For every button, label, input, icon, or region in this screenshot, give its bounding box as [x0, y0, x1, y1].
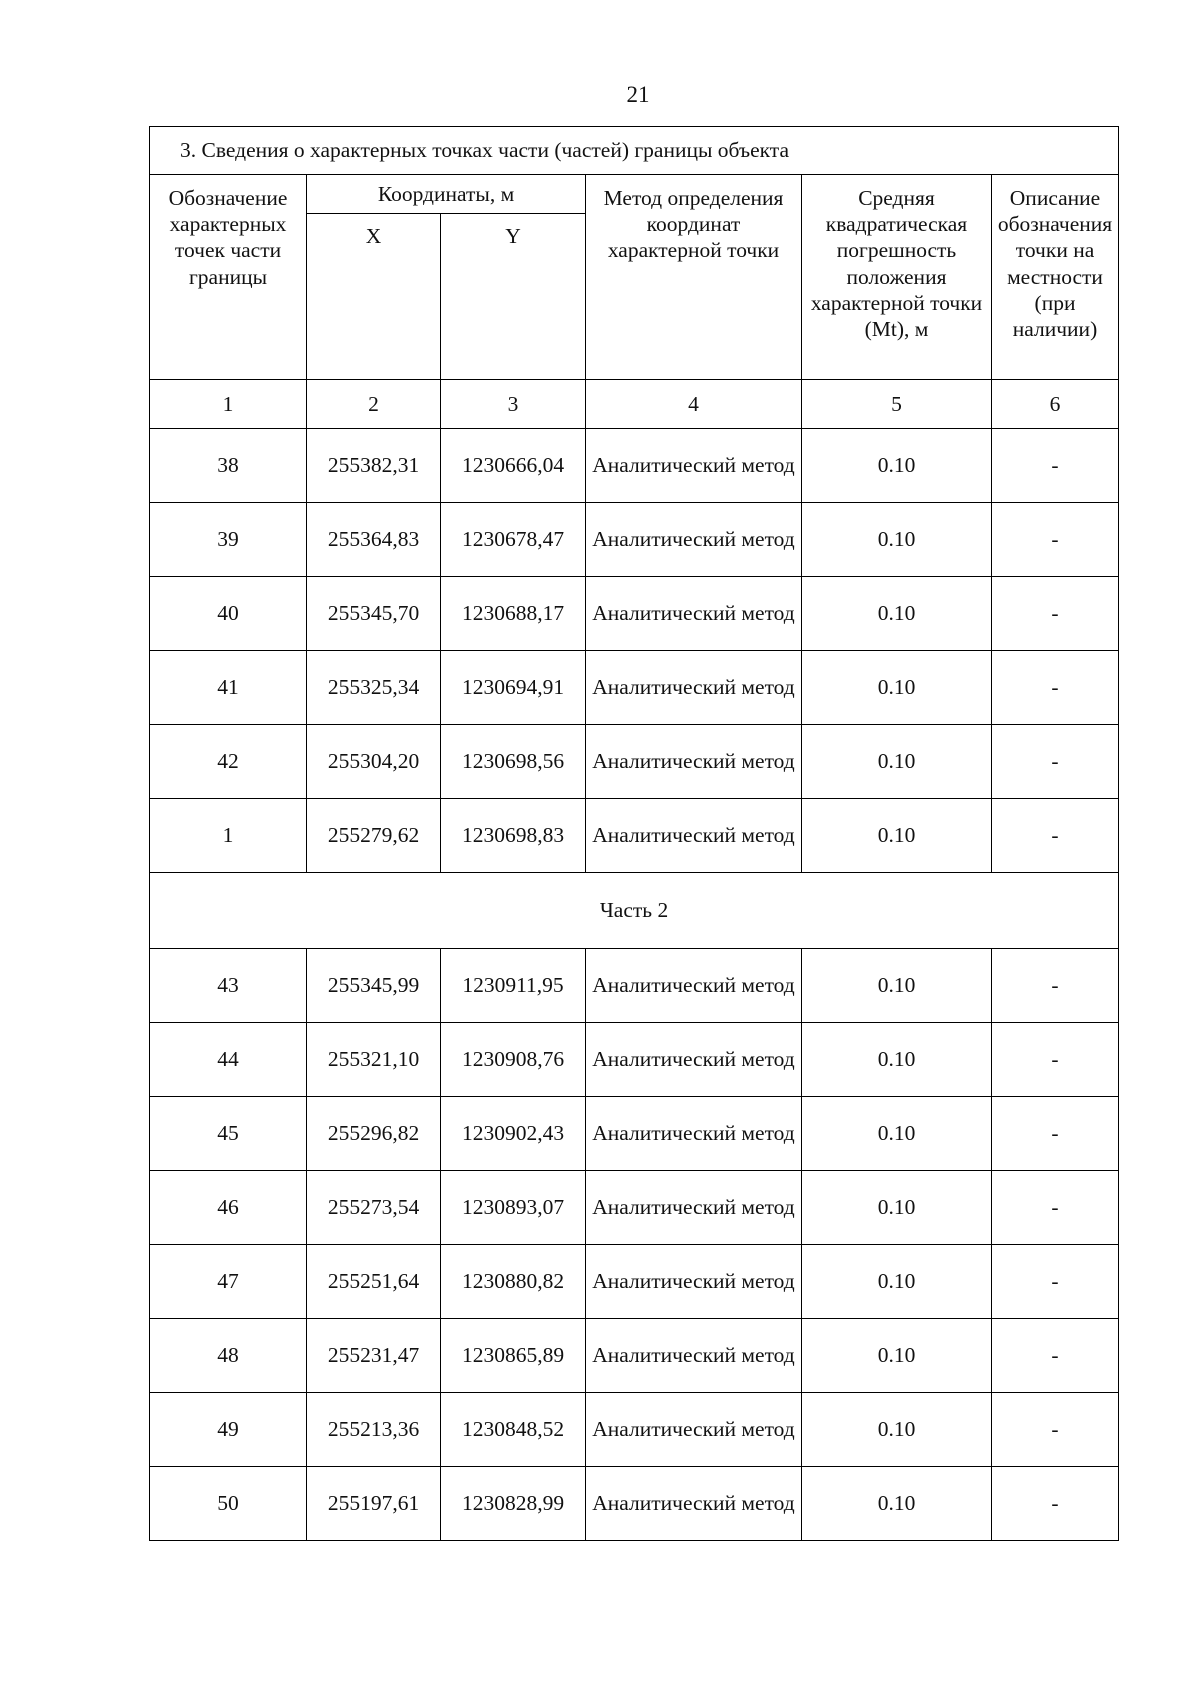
- x-coordinate-cell: 255213,36: [307, 1393, 441, 1467]
- table-row: [150, 651, 1119, 725]
- method-cell: Аналитический метод: [586, 1171, 802, 1245]
- description-cell: -: [992, 1393, 1119, 1467]
- description-cell: -: [992, 503, 1119, 577]
- point-number-cell: 38: [150, 429, 307, 503]
- point-number-cell: 46: [150, 1171, 307, 1245]
- table-row: [150, 799, 1119, 873]
- y-coordinate-cell: 1230911,95: [441, 949, 586, 1023]
- method-cell: Аналитический метод: [586, 725, 802, 799]
- method-cell: Аналитический метод: [586, 577, 802, 651]
- accuracy-cell: 0.10: [802, 1467, 992, 1541]
- column-number: 4: [586, 380, 802, 429]
- y-coordinate-cell: 1230828,99: [441, 1467, 586, 1541]
- point-number-cell: 49: [150, 1393, 307, 1467]
- accuracy-cell: 0.10: [802, 799, 992, 873]
- y-coordinate-cell: 1230908,76: [441, 1023, 586, 1097]
- method-cell: Аналитический метод: [586, 1319, 802, 1393]
- accuracy-cell: 0.10: [802, 1245, 992, 1319]
- y-coordinate-cell: 1230880,82: [441, 1245, 586, 1319]
- accuracy-cell: 0.10: [802, 651, 992, 725]
- column-number: 2: [307, 380, 441, 429]
- header-point-designation: Обозначение характерных точек части границы: [150, 175, 307, 380]
- description-cell: -: [992, 577, 1119, 651]
- part-label: Часть 2: [150, 873, 1119, 949]
- accuracy-cell: 0.10: [802, 577, 992, 651]
- point-number-cell: 39: [150, 503, 307, 577]
- header-method: Метод определения координат характерной точки: [586, 175, 802, 380]
- header-x: X: [307, 214, 441, 380]
- x-coordinate-cell: 255382,31: [307, 429, 441, 503]
- point-number-cell: 1: [150, 799, 307, 873]
- x-coordinate-cell: 255364,83: [307, 503, 441, 577]
- accuracy-cell: 0.10: [802, 725, 992, 799]
- point-number-cell: 41: [150, 651, 307, 725]
- table-row: [150, 1393, 1119, 1467]
- y-coordinate-cell: 1230694,91: [441, 651, 586, 725]
- accuracy-cell: 0.10: [802, 1393, 992, 1467]
- x-coordinate-cell: 255345,70: [307, 577, 441, 651]
- point-number-cell: 45: [150, 1097, 307, 1171]
- x-coordinate-cell: 255273,54: [307, 1171, 441, 1245]
- accuracy-cell: 0.10: [802, 1023, 992, 1097]
- accuracy-cell: 0.10: [802, 1171, 992, 1245]
- table-row: [150, 1319, 1119, 1393]
- x-coordinate-cell: 255321,10: [307, 1023, 441, 1097]
- method-cell: Аналитический метод: [586, 1097, 802, 1171]
- part-separator-row: [150, 873, 1119, 949]
- page-number: 21: [626, 82, 650, 107]
- table-row: [150, 1171, 1119, 1245]
- y-coordinate-cell: 1230678,47: [441, 503, 586, 577]
- header-description: Описание обозначения точки на местности (при наличии): [992, 175, 1119, 380]
- point-number-cell: 42: [150, 725, 307, 799]
- table-row: [150, 1097, 1119, 1171]
- column-number: 6: [992, 380, 1119, 429]
- y-coordinate-cell: 1230666,04: [441, 429, 586, 503]
- point-number-cell: 44: [150, 1023, 307, 1097]
- table-row: [150, 1245, 1119, 1319]
- method-cell: Аналитический метод: [586, 1467, 802, 1541]
- description-cell: -: [992, 1023, 1119, 1097]
- description-cell: -: [992, 1319, 1119, 1393]
- method-cell: Аналитический метод: [586, 1023, 802, 1097]
- x-coordinate-cell: 255251,64: [307, 1245, 441, 1319]
- accuracy-cell: 0.10: [802, 1319, 992, 1393]
- column-number: 3: [441, 380, 586, 429]
- description-cell: -: [992, 1467, 1119, 1541]
- x-coordinate-cell: 255296,82: [307, 1097, 441, 1171]
- column-numbers-row: [150, 380, 1119, 429]
- x-coordinate-cell: 255231,47: [307, 1319, 441, 1393]
- table-row: [150, 949, 1119, 1023]
- accuracy-cell: 0.10: [802, 429, 992, 503]
- column-number: 5: [802, 380, 992, 429]
- header-y: Y: [441, 214, 586, 380]
- method-cell: Аналитический метод: [586, 651, 802, 725]
- method-cell: Аналитический метод: [586, 1245, 802, 1319]
- description-cell: -: [992, 1171, 1119, 1245]
- accuracy-cell: 0.10: [802, 1097, 992, 1171]
- x-coordinate-cell: 255345,99: [307, 949, 441, 1023]
- table-row: [150, 725, 1119, 799]
- description-cell: -: [992, 1245, 1119, 1319]
- y-coordinate-cell: 1230865,89: [441, 1319, 586, 1393]
- y-coordinate-cell: 1230893,07: [441, 1171, 586, 1245]
- boundary-points-table: [149, 126, 1119, 1541]
- table-row: [150, 577, 1119, 651]
- x-coordinate-cell: 255197,61: [307, 1467, 441, 1541]
- point-number-cell: 48: [150, 1319, 307, 1393]
- method-cell: Аналитический метод: [586, 949, 802, 1023]
- y-coordinate-cell: 1230688,17: [441, 577, 586, 651]
- table-row: [150, 429, 1119, 503]
- column-number: 1: [150, 380, 307, 429]
- header-coordinates: Координаты, м: [307, 175, 586, 214]
- x-coordinate-cell: 255325,34: [307, 651, 441, 725]
- table-row: [150, 503, 1119, 577]
- description-cell: -: [992, 651, 1119, 725]
- method-cell: Аналитический метод: [586, 429, 802, 503]
- method-cell: Аналитический метод: [586, 799, 802, 873]
- point-number-cell: 43: [150, 949, 307, 1023]
- header-accuracy: Средняя квадратическая погрешность положения характерной точки (Mt), м: [802, 175, 992, 380]
- y-coordinate-cell: 1230848,52: [441, 1393, 586, 1467]
- description-cell: -: [992, 725, 1119, 799]
- y-coordinate-cell: 1230902,43: [441, 1097, 586, 1171]
- method-cell: Аналитический метод: [586, 1393, 802, 1467]
- x-coordinate-cell: 255304,20: [307, 725, 441, 799]
- method-cell: Аналитический метод: [586, 503, 802, 577]
- description-cell: -: [992, 799, 1119, 873]
- table-row: [150, 1467, 1119, 1541]
- point-number-cell: 40: [150, 577, 307, 651]
- section-title: 3. Сведения о характерных точках части (частей) границы объекта: [150, 127, 1119, 175]
- description-cell: -: [992, 429, 1119, 503]
- x-coordinate-cell: 255279,62: [307, 799, 441, 873]
- description-cell: -: [992, 1097, 1119, 1171]
- point-number-cell: 47: [150, 1245, 307, 1319]
- y-coordinate-cell: 1230698,83: [441, 799, 586, 873]
- description-cell: -: [992, 949, 1119, 1023]
- accuracy-cell: 0.10: [802, 503, 992, 577]
- point-number-cell: 50: [150, 1467, 307, 1541]
- table-row: [150, 1023, 1119, 1097]
- accuracy-cell: 0.10: [802, 949, 992, 1023]
- y-coordinate-cell: 1230698,56: [441, 725, 586, 799]
